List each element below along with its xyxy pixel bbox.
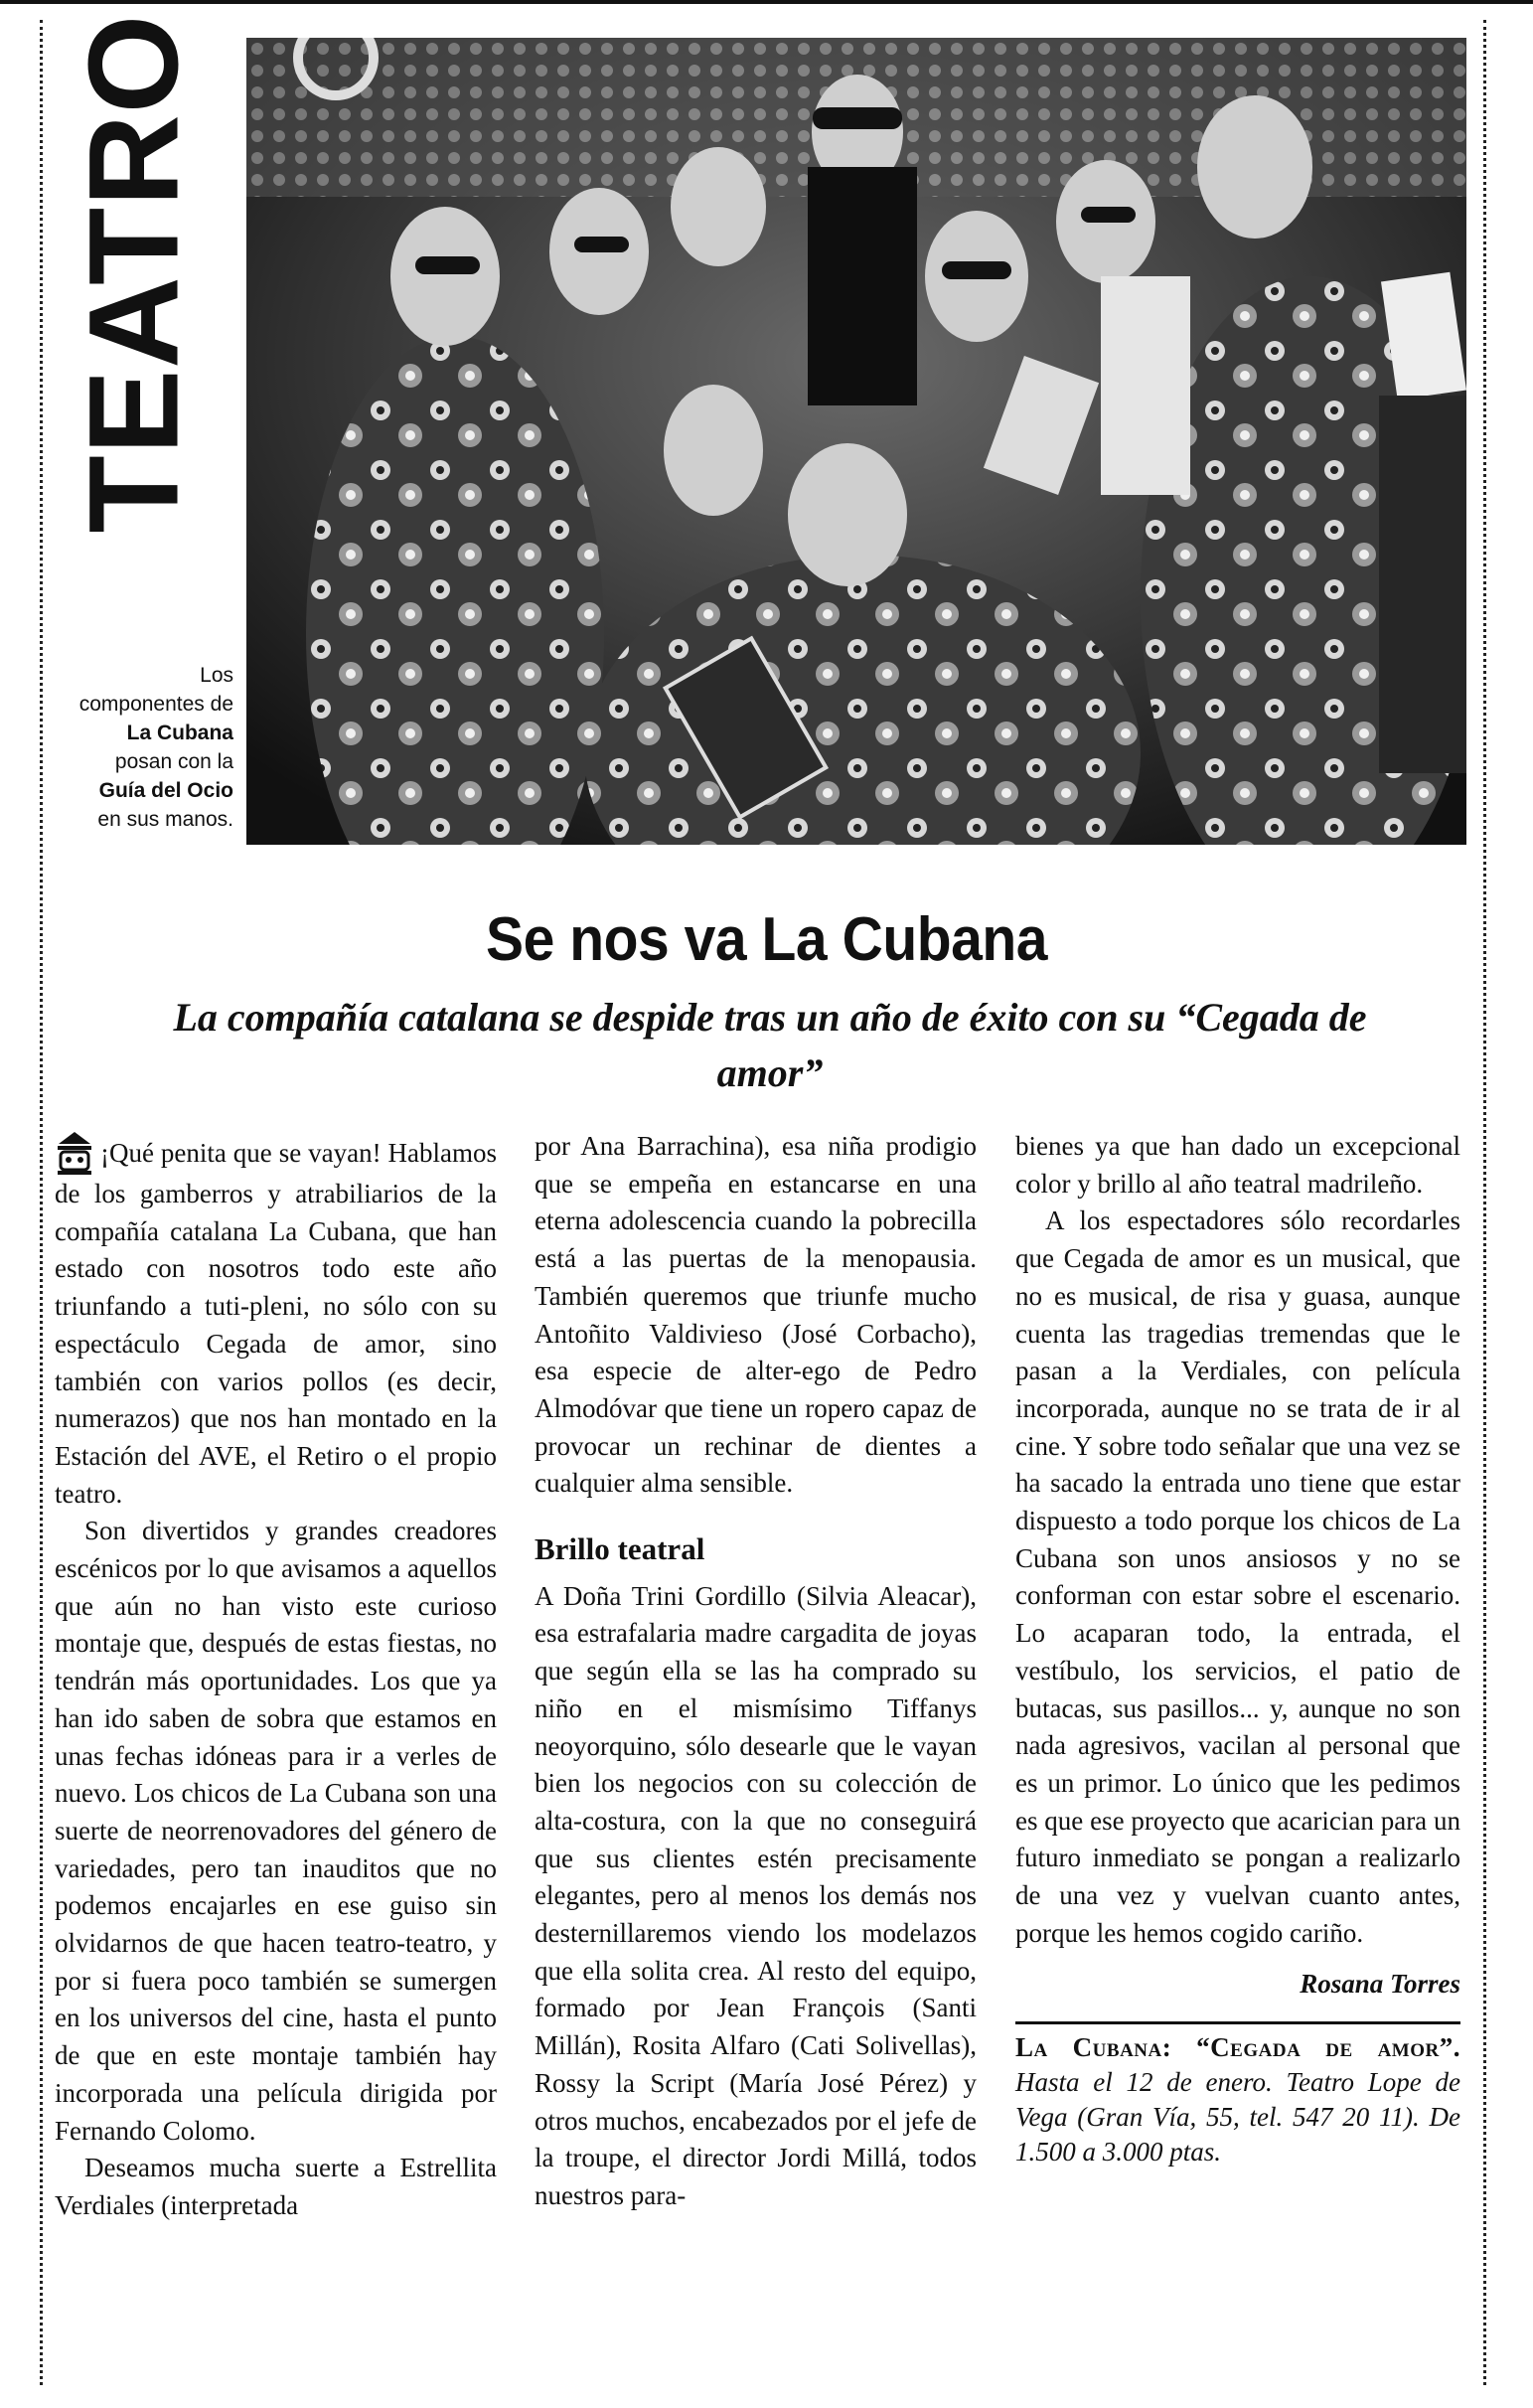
section-label [60, 13, 209, 534]
headline: Se nos va La Cubana [485, 905, 1047, 974]
article-column-1 [55, 1128, 497, 2225]
article-column-2 [535, 1128, 977, 2215]
paragraph: A los espectadores sólo recordarles que Cegada de amor es un musical, que no es musical, de risa y guasa, aunque cuenta las tragedias tremendas que le pasan a la Verdiales, con película incorporada, aunque no se trata de ir al cine. Y sobre todo señalar que una vez se ha sacado la entrada uno tiene que estar dispuesto a todo porque los chicos de La Cubana son unos ansiosos y no se conforman con estar sobre el escenario. Lo acaparan todo, la entrada, el vestíbulo, los servicios, el patio de butacas, sus pasillos... y, aunque no son nada agresivos, vacilan al personal que es un primor. Lo único que les pedimos es que ese proyecto que acarician para un futuro inmediato se pongan a realizarlo de una vez y vuelvan cuanto antes, porque les hemos cogido cariño. [1015, 1205, 1460, 1948]
paragraph: Son divertidos y grandes creadores escénicos por lo que avisamos a aquellos que aún no han visto este curioso montaje que, después de estas fiestas, no tendrán más oportunidades. Los que ya han ido saben de sobra que estamos en unas fechas idóneas para ir a verles de nuevo. Los chicos de La Cubana son una suerte de neorrenovadores del género de variedades, pero tan inauditos que no podemos encajarles en ese guiso sin olvidarnos de que hacen teatro-teatro, y por si fuera poco también se sumergen en los universos del cine, hasta el punto de que en este montaje también hay incorporada una película dirigida por Fernando Colomo. [55, 1516, 497, 2146]
caption-line: componentes de [78, 693, 233, 716]
article-column-3 [1015, 1128, 1460, 2169]
group-photo [246, 38, 1466, 845]
caption-line: en sus manos. [97, 808, 233, 831]
paragraph: por Ana Barrachina), esa niña prodigio que se empeña en estancarse en una eterna adolescencia cuando la pobrecilla está a las puertas de la menopausia. También queremos que triunfe mucho Antoñito Valdivieso (José Corbacho), esa especie de alter-ego de Pedro Almodóvar que tiene un ropero capaz de provocar un rechinar de dientes a cualquier alma sensible. [535, 1131, 977, 1499]
paragraph: A Doña Trini Gordillo (Silvia Aleacar), esa estrafalaria madre cargadita de joyas que según ella se las ha comprado su niño en el mismísimo Tiffanys neoyorquino, sólo desearle que le vayan bien los negocios con su colección de alta-costura, con la que no conseguirá que sus clientes estén precisamente elegantes, pero al menos los demás nos desternillaremos viendo los modelazos que ella solita crea. Al resto del equipo, formado por Jean François (Santi Millán), Rosita Alfaro (Cati Solivellas), Rossy la Script (María José Pérez) y otros muchos, encabezados por el jefe de la troupe, el director Jordi Millá, todos nuestros para- [535, 1580, 977, 2210]
paragraph [55, 1128, 497, 1513]
paragraph: bienes ya que han dado un excepcional color y brillo al año teatral madrileño. [1015, 1131, 1460, 1199]
caption-line: Los [200, 664, 233, 687]
group-photo-illustration [246, 38, 1466, 845]
subheadline: La compañía catalana se despide tras un año de éxito con su “Cegada de amor” [173, 995, 1367, 1095]
left-dotted-border [40, 20, 43, 2385]
show-info-text: Hasta el 12 de enero. Teatro Lope de Vega (Gran Vía, 55, tel. 547 20 11). De 1.500 a 3.000 ptas. [1015, 2067, 1460, 2167]
paragraph-text: ¡Qué penita que se vayan! Hablamos de los gamberros y atrabiliarios de la compañía catalana La Cubana, que han estado con nosotros todo este año triunfando a tuti-pleni, no sólo con su espectáculo Cegada de amor, sino también con varios pollos (es decir, numerazos) que nos han montado en la Estación del AVE, el Retiro o el propio teatro. [55, 1138, 497, 1509]
section-subheading: Brillo teatral [535, 1531, 705, 1567]
theatre-icon [55, 1128, 94, 1176]
show-info-title: La Cubana: “Cegada de amor”. [1015, 2032, 1460, 2063]
show-info-box [1015, 2021, 1460, 2169]
right-dotted-border [1483, 20, 1486, 2385]
section-label-text: TEATRO [63, 13, 206, 534]
caption-name: La Cubana [126, 722, 233, 744]
photo-caption [55, 661, 233, 834]
top-rule [0, 0, 1533, 4]
paragraph: Deseamos mucha suerte a Estrellita Verdiales (interpretada [55, 2153, 497, 2220]
author-byline: Rosana Torres [1300, 1969, 1460, 2000]
caption-name: Guía del Ocio [98, 779, 233, 802]
caption-line: posan con la [114, 750, 233, 773]
